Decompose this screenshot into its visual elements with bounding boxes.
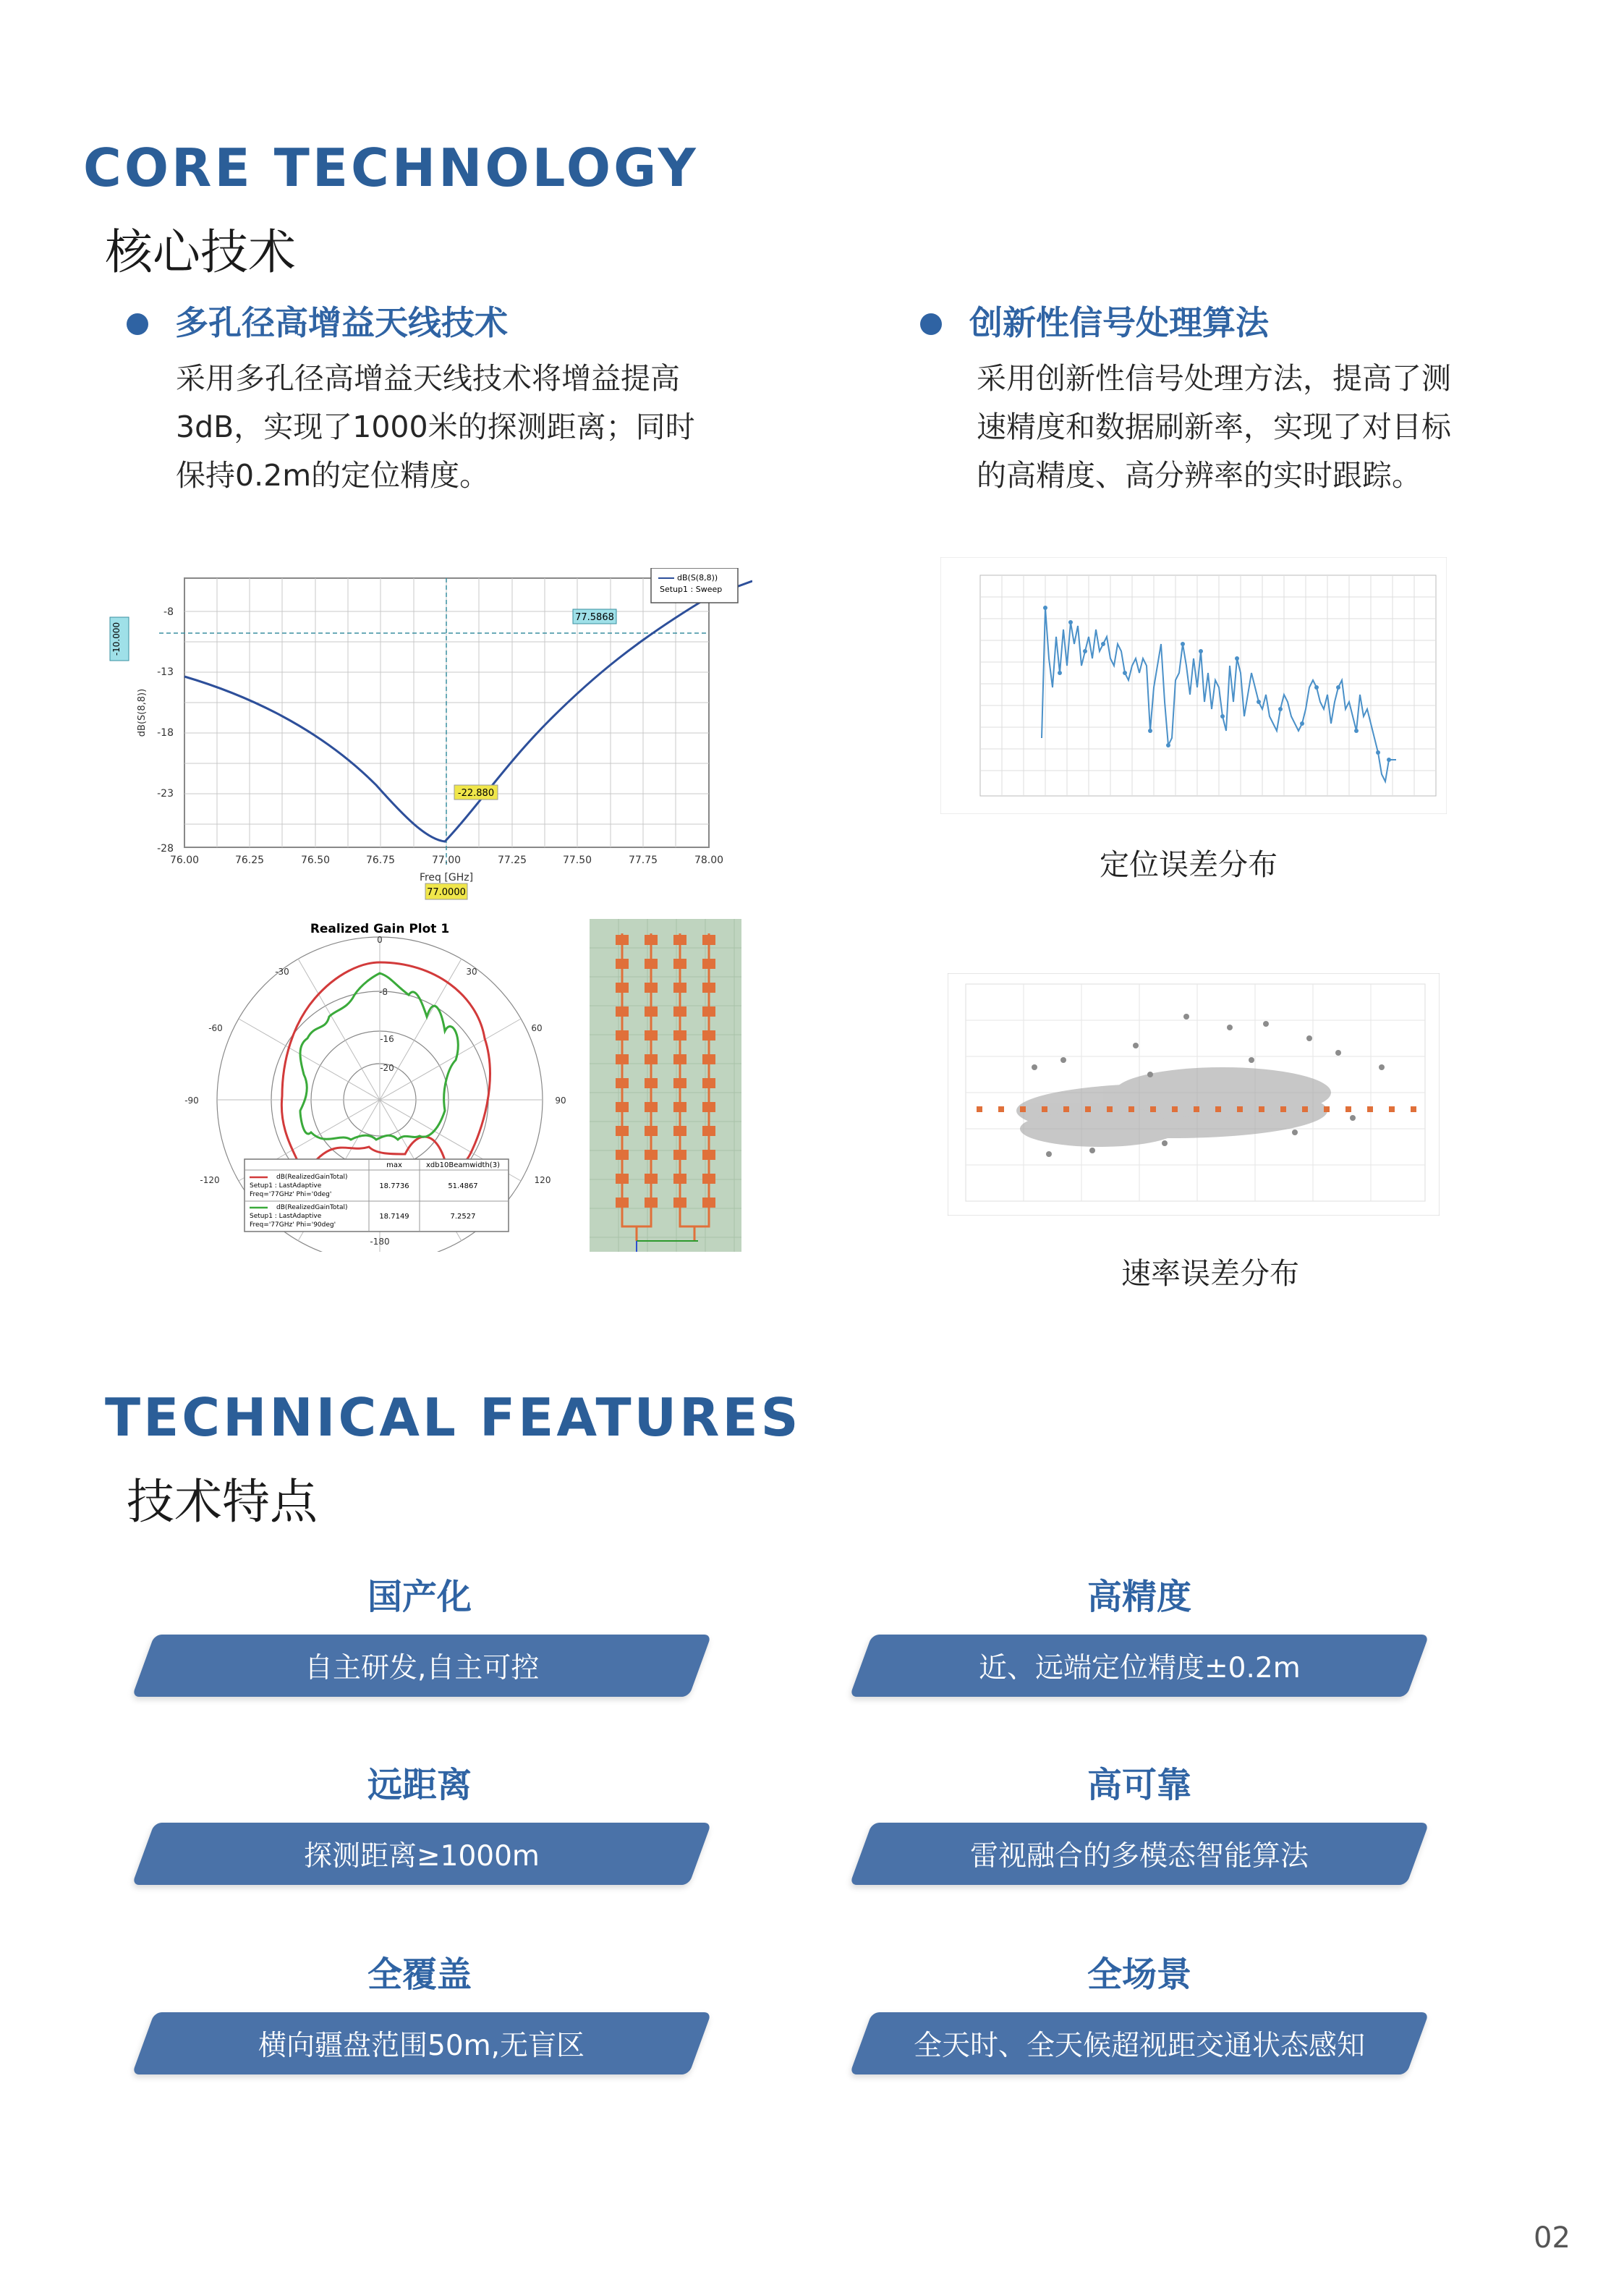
feature-desc: 近、远端定位精度±0.2m: [978, 1652, 1301, 1684]
feature-title: 国产化: [367, 1577, 472, 1617]
angle-label: -180: [370, 1237, 390, 1247]
legend-row2-bw: 7.2527: [450, 1213, 476, 1221]
right-bullet-title: 创新性信号处理算法: [969, 303, 1269, 342]
s-param-legend-setup: Setup1 : Sweep: [660, 585, 723, 594]
left-paragraph: [176, 355, 695, 500]
angle-label: -30: [275, 967, 289, 977]
angle-label: 30: [466, 967, 477, 977]
angle-label: -90: [184, 1095, 199, 1106]
y-tick: -8: [163, 606, 174, 618]
feature-bar: [849, 1635, 1429, 1697]
angle-label: -120: [200, 1175, 220, 1185]
right-line-3: 的高精度、高分辨率的实时跟踪。: [977, 458, 1421, 493]
feature-title: 高可靠: [1087, 1765, 1191, 1805]
feature-title: 高精度: [1087, 1577, 1191, 1617]
angle-label: 90: [555, 1095, 566, 1106]
s-param-ylabel: dB(S(8,8)): [137, 688, 148, 737]
angle-label: 120: [534, 1175, 551, 1185]
left-line-2: 3dB，实现了1000米的探测距离；同时: [176, 410, 695, 444]
angle-label: -60: [208, 1023, 223, 1033]
feature-bar: [849, 1823, 1429, 1885]
feature-desc: 自主研发,自主可控: [304, 1652, 540, 1684]
left-line-3: 保持0.2m的定位精度。: [176, 458, 490, 493]
x-tick: 77.75: [628, 855, 658, 866]
features-zh-title: 技术特点: [127, 1474, 318, 1530]
legend-row2-freq: Freq='77GHz' Phi='90deg': [250, 1221, 336, 1229]
x-tick: 77.50: [562, 855, 592, 866]
feature-bar: [132, 1823, 711, 1885]
y-tick: -13: [157, 666, 174, 678]
legend-row1-bw: 51.4867: [448, 1182, 478, 1190]
gain-legend-table: [245, 1159, 509, 1232]
right-line-1: 采用创新性信号处理方法，提高了测: [977, 361, 1451, 396]
x-tick: 78.00: [694, 855, 724, 866]
feature-desc: 全天时、全天候超视距交通状态感知: [913, 2030, 1365, 2062]
feature-bar: [132, 2012, 711, 2074]
x-tick: 76.50: [300, 855, 331, 866]
x-tick: 76.75: [365, 855, 396, 866]
feature-card-long-range: [130, 1757, 709, 1885]
y-tick: -18: [157, 727, 174, 739]
bullet-dot: [127, 313, 148, 335]
legend-row1-max: 18.7736: [379, 1182, 409, 1190]
x-tick: 76.25: [234, 855, 265, 866]
marker-a-label: 77.5868: [575, 612, 614, 623]
feature-card-all-scenarios: [850, 1946, 1429, 2074]
table-header-max: max: [386, 1161, 402, 1169]
velocity-error-caption: 速率误差分布: [1121, 1256, 1299, 1291]
s-param-xlabel: Freq [GHz]: [419, 872, 474, 883]
marker-b-label: -22.880: [457, 788, 495, 799]
core-en-title: CORE TECHNOLOGY: [83, 137, 699, 198]
core-zh-title: 核心技术: [105, 224, 296, 280]
left-bullet-title: 多孔径高增益天线技术: [175, 303, 508, 342]
feature-card-localization: [130, 1569, 709, 1697]
feature-desc: 探测距离≥1000m: [304, 1840, 540, 1873]
bullet-dot: [920, 313, 942, 335]
gain-plot-title: Realized Gain Plot 1: [310, 922, 450, 936]
feature-title: 全场景: [1087, 1954, 1191, 1995]
left-line-1: 采用多孔径高增益天线技术将增益提高: [176, 361, 680, 396]
features-en-title: TECHNICAL FEATURES: [105, 1387, 802, 1448]
ring-label: -8: [379, 987, 388, 997]
feature-card-high-reliability: [850, 1757, 1429, 1885]
s-parameter-plot: [101, 568, 752, 912]
s-param-legend-series: dB(S(8,8)): [677, 573, 718, 582]
feature-card-full-coverage: [130, 1946, 709, 2074]
legend-row1-setup: Setup1 : LastAdaptive: [250, 1182, 322, 1190]
feature-card-high-precision: [850, 1569, 1429, 1697]
ring-label: -16: [380, 1034, 394, 1044]
page-number: 02: [1534, 2221, 1570, 2255]
legend-row2-max: 18.7149: [379, 1213, 409, 1221]
feature-title: 远距离: [367, 1765, 472, 1805]
antenna-array-layout: [590, 919, 741, 1252]
y-tick: -23: [157, 788, 174, 800]
x-tick: 76.00: [169, 855, 200, 866]
legend-row2-setup: Setup1 : LastAdaptive: [250, 1213, 322, 1220]
feature-desc: 雷视融合的多模态智能算法: [969, 1840, 1309, 1873]
legend-row2-series: dB(RealizedGainTotal): [276, 1204, 348, 1211]
right-paragraph: [977, 355, 1451, 500]
right-line-2: 速精度和数据刷新率，实现了对目标: [977, 410, 1451, 444]
table-header-bw: xdb10Beamwidth(3): [426, 1161, 500, 1169]
legend-row1-freq: Freq='77GHz' Phi='0deg': [250, 1191, 332, 1198]
ring-label: -20: [380, 1063, 394, 1073]
angle-label: 60: [531, 1023, 543, 1033]
x-tick: 77.00: [431, 855, 462, 866]
y-tick: -28: [157, 843, 174, 855]
feature-title: 全覆盖: [367, 1954, 472, 1995]
position-error-plot: [940, 557, 1447, 814]
feature-bar: [132, 1635, 711, 1697]
x-tick: 77.25: [497, 855, 527, 866]
realized-gain-plot: [159, 915, 579, 1252]
feature-desc: 横向疆盘范围50m,无盲区: [258, 2030, 585, 2062]
x-marker-label: 77.0000: [427, 887, 466, 898]
angle-label: 0: [377, 935, 383, 945]
feature-bar: [849, 2012, 1429, 2074]
velocity-error-plot: [948, 973, 1440, 1216]
y-marker-label: -10.000: [111, 622, 122, 656]
position-error-caption: 定位误差分布: [1100, 847, 1277, 882]
legend-row1-series: dB(RealizedGainTotal): [276, 1174, 348, 1181]
